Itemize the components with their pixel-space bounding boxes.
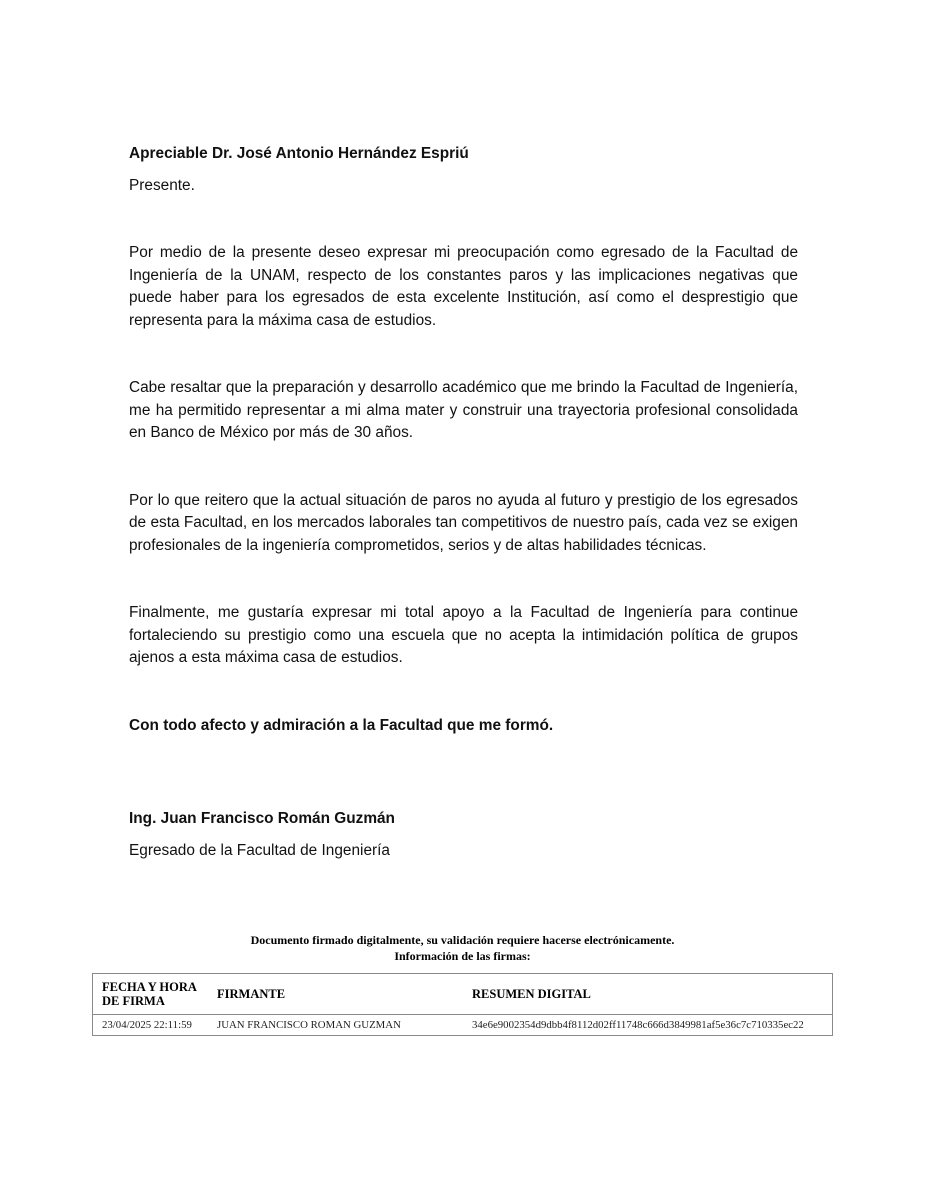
signature-signer: JUAN FRANCISCO ROMAN GUZMAN <box>217 1019 401 1031</box>
table-row <box>93 1015 833 1036</box>
signer-role: Egresado de la Facultad de Ingeniería <box>129 841 390 859</box>
closing-line: Con todo afecto y admiración a la Facultad que me formó. <box>129 716 554 734</box>
paragraph-support: Finalmente, me gustaría expresar mi total apoyo a la Facultad de Ingeniería para continue fortaleciendo su prestigio como una escuela que no acepta la intimidación política de grupos ajenos a esta máxima casa de estudios. <box>129 604 798 666</box>
paragraph-strikes: Por lo que reitero que la actual situación de paros no ayuda al futuro y prestigio de los egresados de esta Facultad, en los mercados laborales tan competitivos de nuestro país, cada vez se exigen profesionales de la ingeniería comprometidos, serios y de altas habilidades técnicas. <box>129 491 798 554</box>
signature-info-title: Información de las firmas: <box>394 949 531 963</box>
header-digest: RESUMEN DIGITAL <box>463 974 833 1015</box>
signer-name: Ing. Juan Francisco Román Guzmán <box>129 810 395 827</box>
signature-table-header <box>93 974 833 1015</box>
signature-table <box>92 973 833 1036</box>
signature-date: 23/04/2025 22:11:59 <box>102 1019 192 1031</box>
signature-digest: 34e6e9002354d9dbb4f8112d02ff11748c666d3849981af5e36c7c710335ec22 <box>472 1019 804 1031</box>
addressee: Apreciable Dr. José Antonio Hernández Espriú <box>129 145 469 162</box>
signature-notice: Documento firmado digitalmente, su validación requiere hacerse electrónicamente. <box>250 933 675 947</box>
digital-signature-block <box>92 932 833 1036</box>
greeting: Presente. <box>129 176 195 194</box>
letter-body <box>129 143 798 862</box>
header-date: FECHA Y HORA DE FIRMA <box>93 974 209 1015</box>
header-signer: FIRMANTE <box>208 974 463 1015</box>
paragraph-preparation: Cabe resaltar que la preparación y desarrollo académico que me brindo la Facultad de Ingeniería, me ha permitido representar a mi alma mater y construir una trayectoria profesional consolidada en Banco de México por más de 30 años. <box>129 379 798 441</box>
paragraph-concern: Por medio de la presente deseo expresar mi preocupación como egresado de la Facultad de Ingeniería de la UNAM, respecto de los constantes paros y las implicaciones negativas que puede haber para los egresados de esta excelente Institución, así como el desprestigio que representa para la máxima casa de estudios. <box>129 244 798 329</box>
